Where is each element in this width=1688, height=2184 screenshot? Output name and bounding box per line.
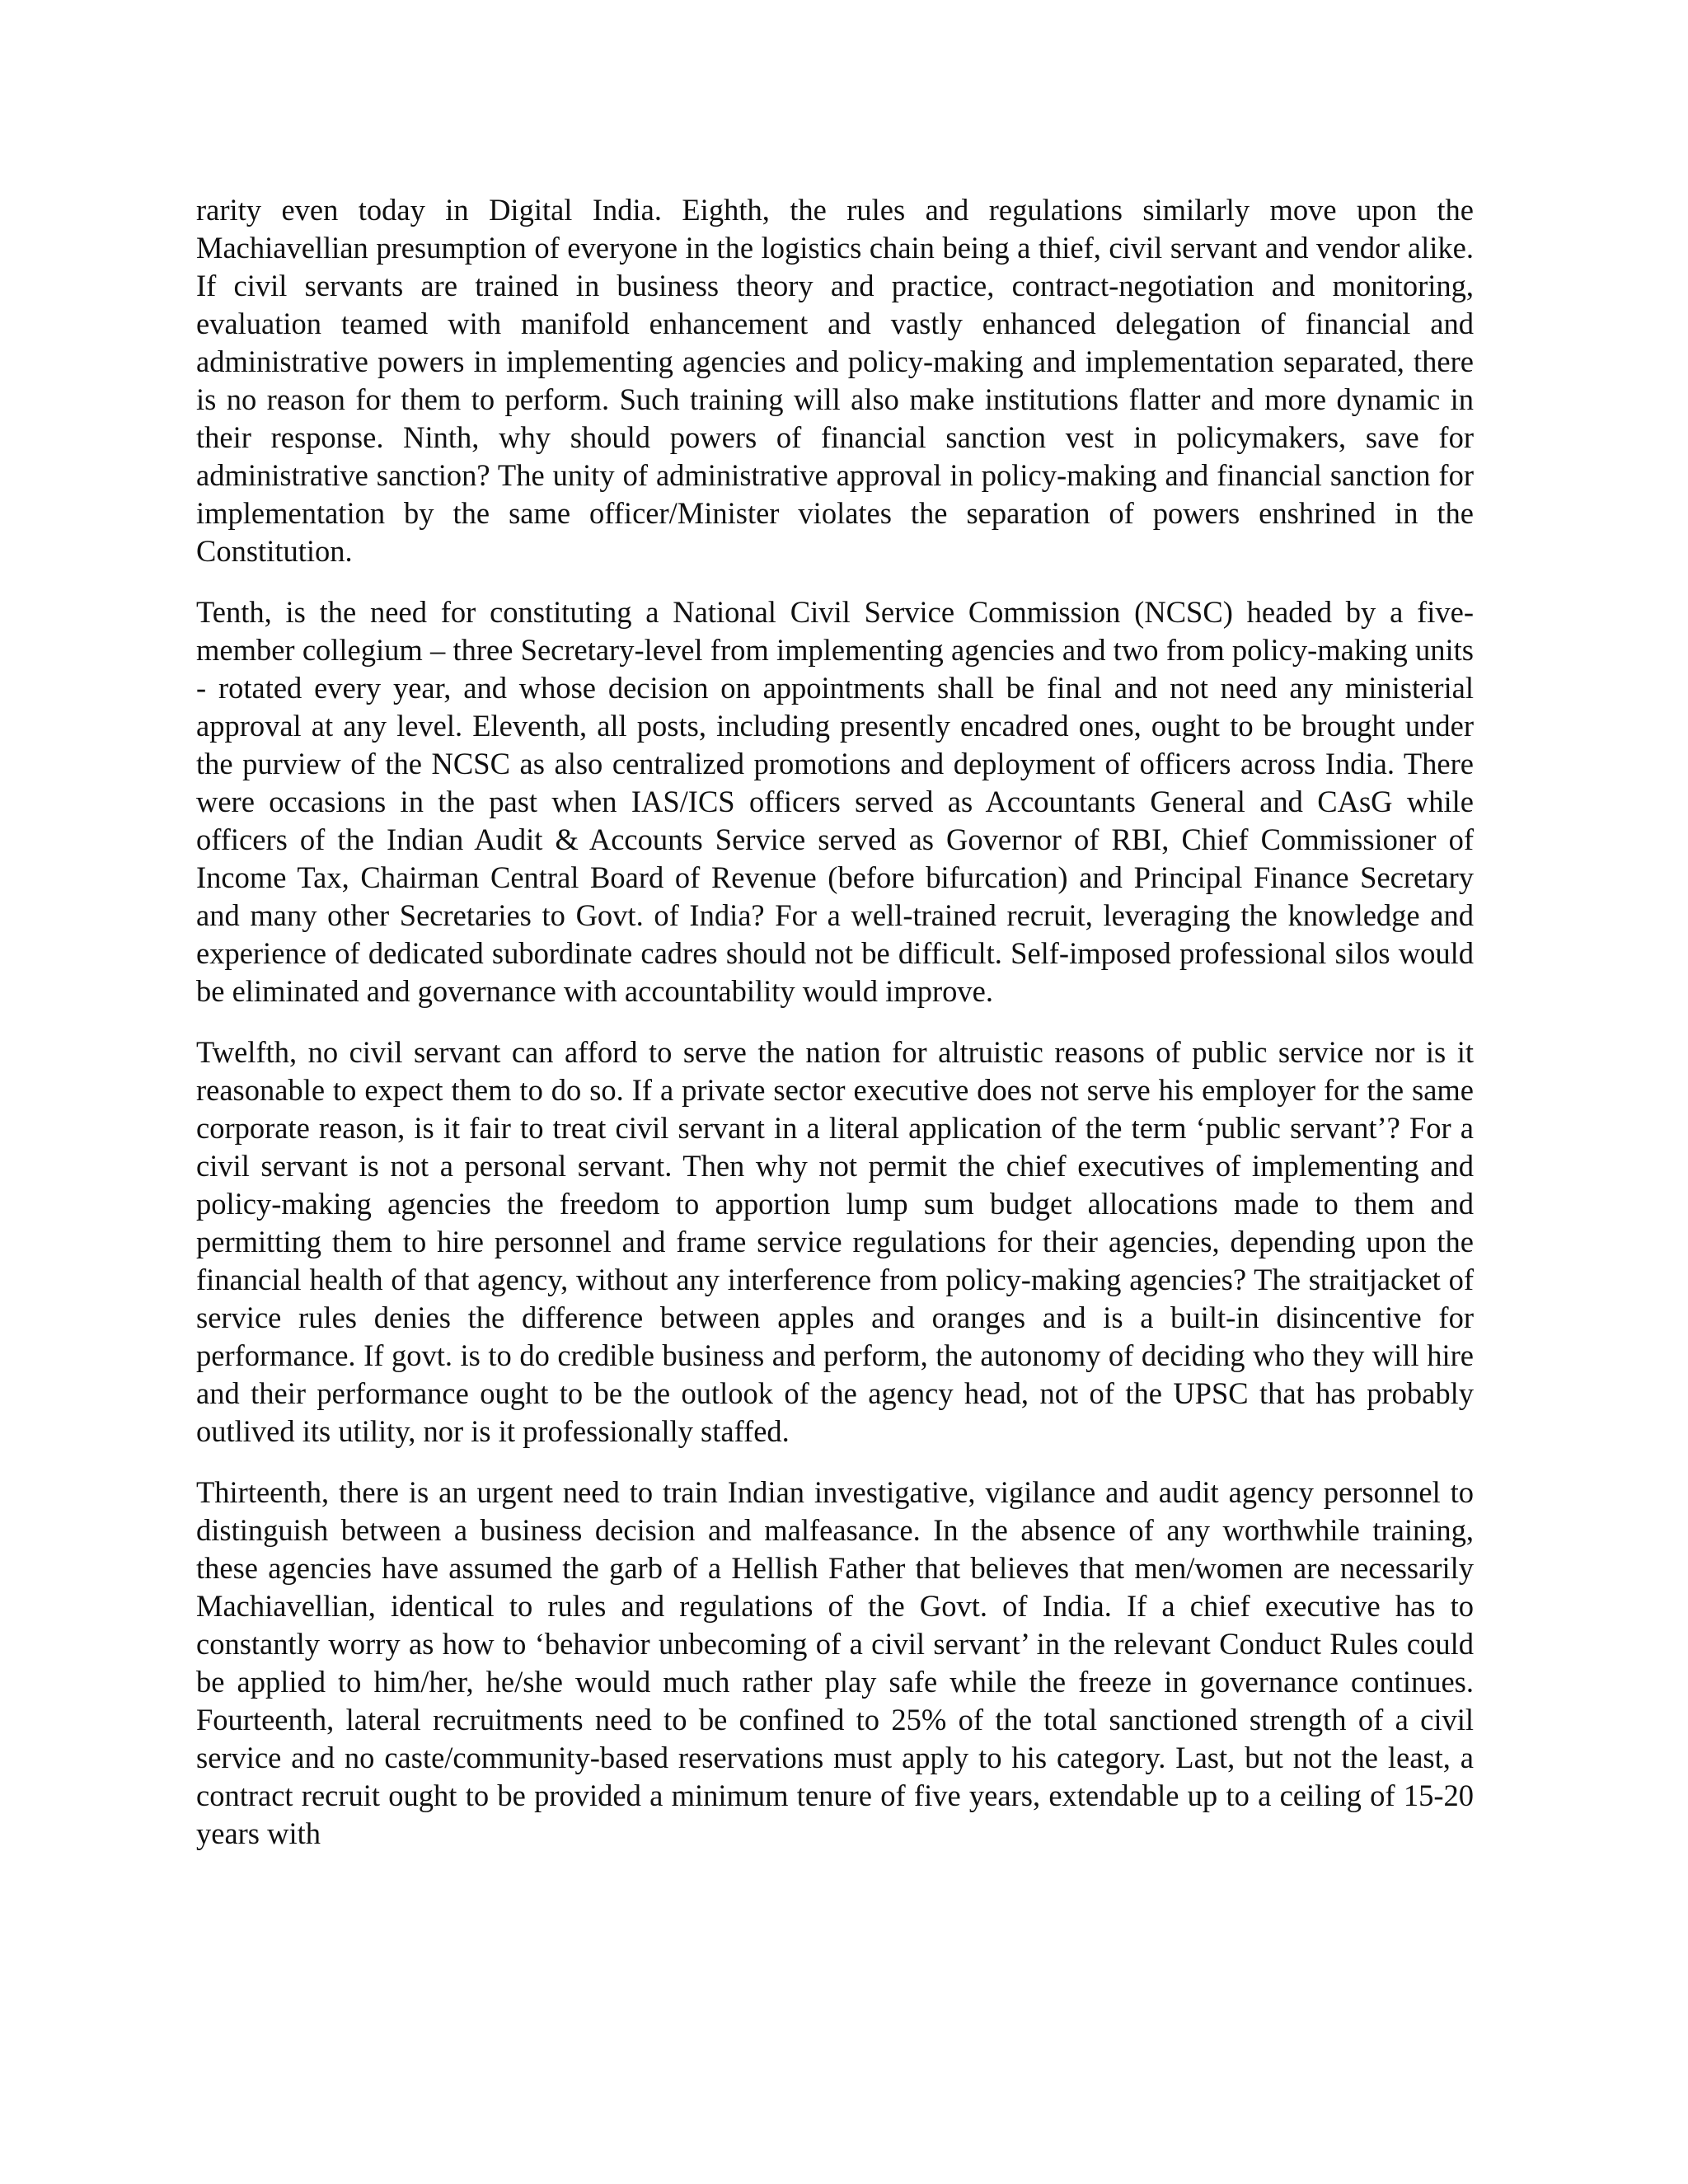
paragraph-tenth-eleventh: Tenth, is the need for constituting a National Civil Service Commission (NCSC) headed by a five-member collegium – three Secretary-level from implementing agencies and two from policy-making units - rotated every year, and whose decision on appointments shall be final and not need any ministerial approval at any level. Eleventh, all posts, including presently encadred ones, ought to be brought under the purview of the NCSC as also centralized promotions and deployment of officers across India. There were occasions in the past when IAS/ICS officers served as Accountants General and CAsG while officers of the Indian Audit & Accounts Service served as Governor of RBI, Chief Commissioner of Income Tax, Chairman Central Board of Revenue (before bifurcation) and Principal Finance Secretary and many other Secretaries to Govt. of India? For a well-trained recruit, leveraging the knowledge and experience of dedicated subordinate cadres should not be difficult. Self-imposed professional silos would be eliminated and governance with accountability would improve. [196, 595, 1474, 1008]
page-body [196, 191, 1474, 1876]
paragraph-thirteenth-fourteenth: Thirteenth, there is an urgent need to train Indian investigative, vigilance and audit agency personnel to distinguish between a business decision and malfeasance. In the absence of any worthwhile training, these agencies have assumed the garb of a Hellish Father that believes that men/women are necessarily Machiavellian, identical to rules and regulations of the Govt. of India. If a chief executive has to constantly worry as how to ‘behavior unbecoming of a civil servant’ in the relevant Conduct Rules could be applied to him/her, he/she would much rather play safe while the freeze in governance continues. Fourteenth, lateral recruitments need to be confined to 25% of the total sanctioned strength of a civil service and no caste/community-based reservations must apply to his category. Last, but not the least, a contract recruit ought to be provided a minimum tenure of five years, extendable up to a ceiling of 15-20 years with [196, 1475, 1474, 1850]
paragraph-twelfth: Twelfth, no civil servant can afford to serve the nation for altruistic reasons of public service nor is it reasonable to expect them to do so. If a private sector executive does not serve his employer for the same corporate reason, is it fair to treat civil servant in a literal application of the term ‘public servant’? For a civil servant is not a personal servant. Then why not permit the chief executives of implementing and policy-making agencies the freedom to apportion lump sum budget allocations made to them and permitting them to hire personnel and frame service regulations for their agencies, depending upon the financial health of that agency, without any interference from policy-making agencies? The straitjacket of service rules denies the difference between apples and oranges and is a built-in disincentive for performance. If govt. is to do credible business and perform, the autonomy of deciding who they will hire and their performance ought to be the outlook of the agency head, not of the UPSC that has probably outlived its utility, nor is it professionally staffed. [196, 1035, 1474, 1448]
paragraph-eighth-ninth: rarity even today in Digital India. Eighth, the rules and regulations similarly move upon the Machiavellian presumption of everyone in the logistics chain being a thief, civil servant and vendor alike. If civil servants are trained in business theory and practice, contract-negotiation and monitoring, evaluation teamed with manifold enhancement and vastly enhanced delegation of financial and administrative powers in implementing agencies and policy-making and implementation separated, there is no reason for them to perform. Such training will also make institutions flatter and more dynamic in their response. Ninth, why should powers of financial sanction vest in policymakers, save for administrative sanction? The unity of administrative approval in policy-making and financial sanction for implementation by the same officer/Minister violates the separation of powers enshrined in the Constitution. [196, 193, 1474, 568]
